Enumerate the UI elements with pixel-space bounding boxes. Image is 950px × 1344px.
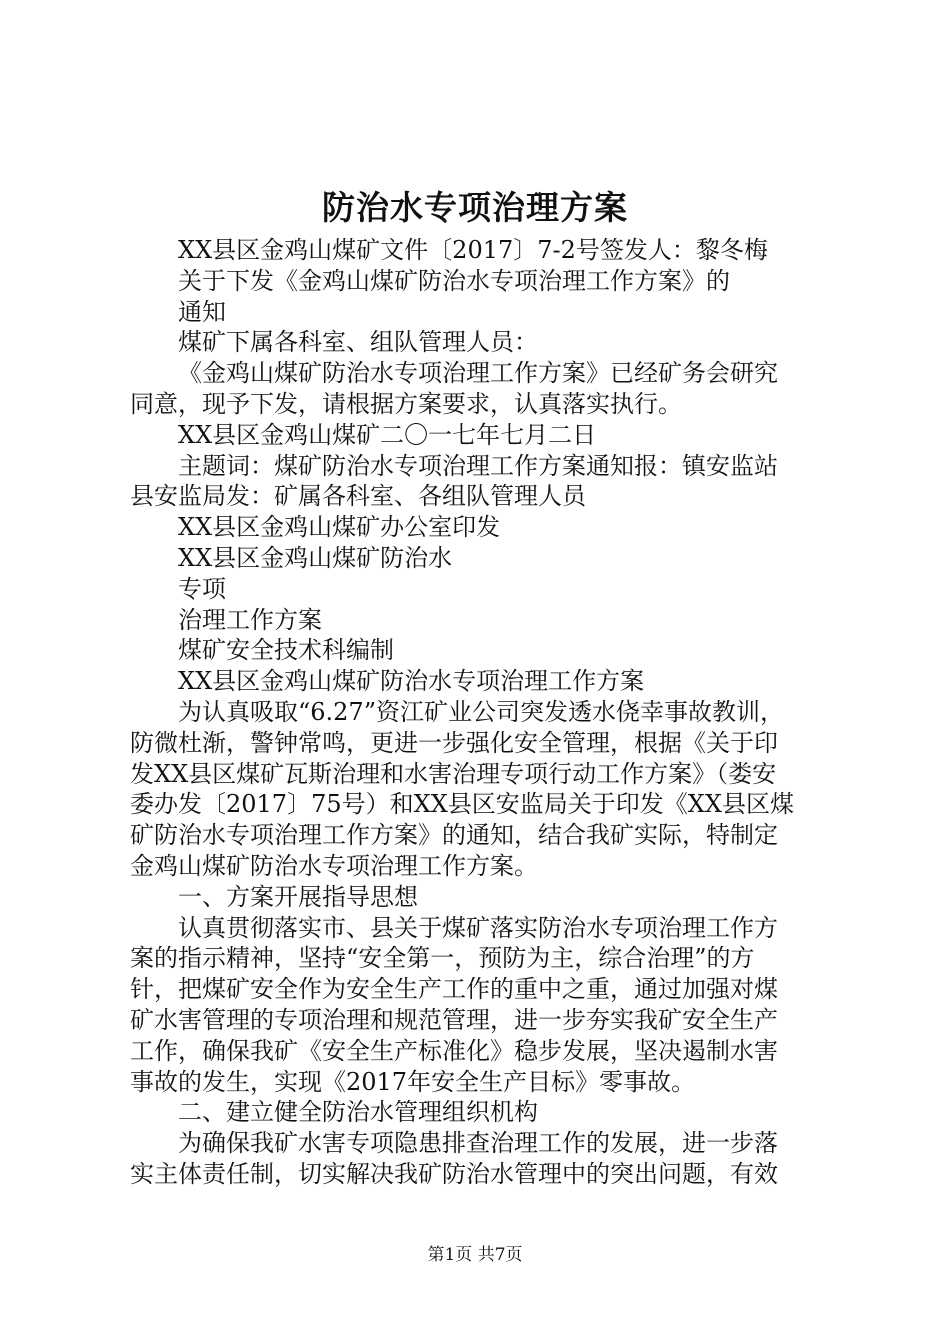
doc-line-date: XX县区金鸡山煤矿二〇一七年七月二日 <box>178 420 597 449</box>
doc-line-cover-1: XX县区金鸡山煤矿防治水 <box>178 543 453 572</box>
doc-line-para1-5: 矿防治水专项治理工作方案》的通知，结合我矿实际，特制定 <box>130 821 778 850</box>
page-footer: 第1页 共7页 <box>427 1245 523 1265</box>
doc-line-para1-3: 发XX县区煤矿瓦斯治理和水害治理专项行动工作方案》（娄安 <box>130 759 777 788</box>
doc-line-para2-2: 案的指示精神，坚持“安全第一，预防为主，综合治理”的方 <box>130 944 755 973</box>
doc-line-recipients: 煤矿下属各科室、组队管理人员： <box>178 328 538 357</box>
doc-line-header: XX县区金鸡山煤矿文件〔2017〕7-2号签发人：黎冬梅 <box>178 236 768 264</box>
doc-line-para2-3: 针，把煤矿安全作为安全生产工作的重中之重，通过加强对煤 <box>130 975 778 1004</box>
doc-line-cover-2: 专项 <box>178 574 226 603</box>
doc-line-section-1-heading: 一、方案开展指导思想 <box>178 882 418 911</box>
doc-line-subject-2: 通知 <box>178 297 226 326</box>
doc-line-keywords-2: 县安监局发：矿属各科室、各组队管理人员 <box>130 482 586 511</box>
doc-line-issuer: XX县区金鸡山煤矿办公室印发 <box>178 513 501 542</box>
doc-line-para2-5: 工作，确保我矿《安全生产标准化》稳步发展，坚决遏制水害 <box>130 1036 778 1065</box>
doc-line-para2-1: 认真贯彻落实市、县关于煤矿落实防治水专项治理工作方 <box>178 913 778 942</box>
doc-line-notice-1: 《金鸡山煤矿防治水专项治理工作方案》已经矿务会研究 <box>178 359 778 388</box>
doc-line-notice-2: 同意，现予下发，请根据方案要求，认真落实执行。 <box>130 389 682 418</box>
doc-line-section-2-heading: 二、建立健全防治水管理组织机构 <box>178 1098 538 1127</box>
doc-line-para3-2: 实主体责任制，切实解决我矿防治水管理中的突出问题，有效 <box>130 1159 778 1188</box>
doc-line-plan-title: XX县区金鸡山煤矿防治水专项治理工作方案 <box>178 667 645 696</box>
doc-line-para1-2: 防微杜渐，警钟常鸣，更进一步强化安全管理，根据《关于印 <box>130 728 778 757</box>
doc-line-para2-4: 矿水害管理的专项治理和规范管理，进一步夯实我矿安全生产 <box>130 1005 778 1034</box>
doc-line-para1-4: 委办发〔2017〕75号）和XX县区安监局关于印发《XX县区煤 <box>130 790 794 819</box>
doc-line-keywords-1: 主题词：煤矿防治水专项治理工作方案通知报：镇安监站 <box>178 451 778 480</box>
doc-line-compiler: 煤矿安全技术科编制 <box>178 636 394 665</box>
doc-line-para3-1: 为确保我矿水害专项隐患排查治理工作的发展，进一步落 <box>178 1129 778 1158</box>
doc-line-cover-3: 治理工作方案 <box>178 605 322 634</box>
doc-line-para1-1: 为认真吸取“6.27”资江矿业公司突发透水侥幸事故教训， <box>178 697 784 726</box>
document-title: 防治水专项治理方案 <box>322 188 628 227</box>
doc-line-para2-6: 事故的发生，实现《2017年安全生产目标》零事故。 <box>130 1067 696 1096</box>
document-body <box>130 235 830 1190</box>
doc-line-subject-1: 关于下发《金鸡山煤矿防治水专项治理工作方案》的 <box>178 266 730 295</box>
doc-line-para1-6: 金鸡山煤矿防治水专项治理工作方案。 <box>130 851 538 880</box>
